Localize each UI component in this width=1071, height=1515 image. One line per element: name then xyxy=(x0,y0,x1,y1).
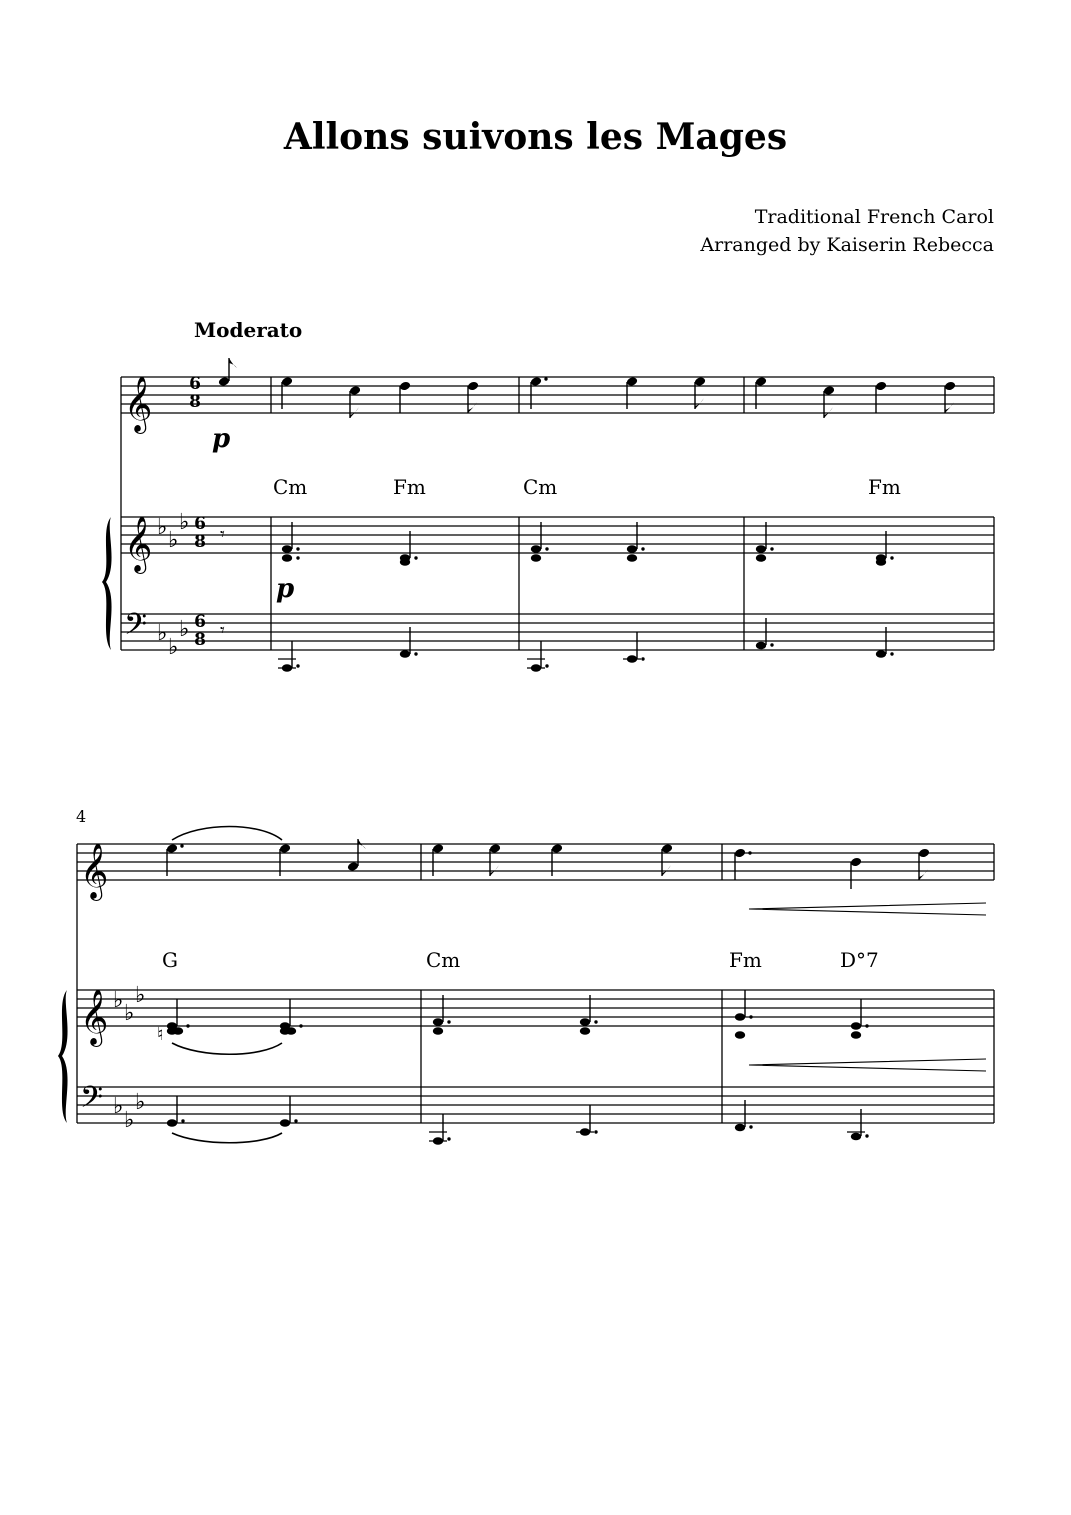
dynamic-piano-melody: p xyxy=(212,424,231,454)
flat-icon: ♭ xyxy=(157,621,168,646)
flat-icon: ♭ xyxy=(124,1108,135,1133)
composer-credit: Traditional French Carol xyxy=(754,206,994,228)
chord-symbol: Cm xyxy=(523,475,558,499)
bass-clef-icon: 𝄢 xyxy=(80,1081,104,1122)
flat-icon: ♭ xyxy=(168,528,179,553)
natural-icon: ♮ xyxy=(157,1024,164,1045)
time-sig-lower: 8 xyxy=(189,392,201,412)
tie xyxy=(172,1133,282,1143)
flat-icon: ♭ xyxy=(179,510,190,535)
decrescendo-hairpin xyxy=(749,1059,986,1071)
decrescendo-hairpin xyxy=(749,903,986,915)
page-title: Allons suivons les Mages xyxy=(283,116,788,158)
flat-icon: ♭ xyxy=(124,1001,135,1026)
tie xyxy=(172,1043,282,1054)
tie xyxy=(172,827,282,841)
flat-icon: ♭ xyxy=(135,983,146,1008)
bass-clef-icon: 𝄢 xyxy=(124,608,148,649)
arranger-credit: Arranged by Kaiserin Rebecca xyxy=(700,234,994,256)
piano-lh-notes-1 xyxy=(278,618,894,672)
system-1 xyxy=(102,358,994,672)
time-sig-lower: 8 xyxy=(194,532,206,552)
flat-icon: ♭ xyxy=(135,1090,146,1115)
chord-symbol: G xyxy=(162,948,178,972)
piano-rh-chords-2 xyxy=(157,990,869,1054)
piano-lh-notes-2 xyxy=(167,1096,869,1145)
dynamic-piano-accompaniment: p xyxy=(276,574,295,604)
chord-symbol: Cm xyxy=(426,948,461,972)
piano-bass-staff-2 xyxy=(77,1087,994,1123)
time-sig-upper: 6 xyxy=(194,514,206,534)
treble-clef-icon: 𝄞 xyxy=(124,516,153,572)
chord-symbol: D°7 xyxy=(840,948,879,972)
treble-clef-icon: 𝄞 xyxy=(80,989,109,1045)
tempo-marking: Moderato xyxy=(194,318,303,342)
system-2 xyxy=(58,807,994,1145)
eighth-rest-icon: 𝄾 xyxy=(220,524,225,545)
time-sig-upper: 6 xyxy=(189,374,201,394)
time-sig-upper: 6 xyxy=(194,612,206,632)
chord-symbol: Fm xyxy=(393,475,426,499)
piano-bass-staff-1 xyxy=(121,614,994,650)
melody-notes-1 xyxy=(218,358,956,418)
piano-treble-staff-2 xyxy=(77,990,994,1026)
eighth-rest-icon: 𝄾 xyxy=(220,620,225,641)
flat-icon: ♭ xyxy=(179,617,190,642)
piano-brace-icon xyxy=(102,517,112,650)
melody-staff-1 xyxy=(121,377,994,413)
chord-symbol: Fm xyxy=(868,475,901,499)
chord-symbol: Fm xyxy=(729,948,762,972)
flat-icon: ♭ xyxy=(113,988,124,1013)
flat-icon: ♭ xyxy=(113,1094,124,1119)
chord-symbol: Cm xyxy=(273,475,308,499)
piano-brace-icon xyxy=(58,990,68,1123)
treble-clef-icon: 𝄞 xyxy=(80,843,109,899)
treble-clef-icon: 𝄞 xyxy=(124,376,153,432)
piano-treble-staff-1 xyxy=(121,517,994,553)
measure-number: 4 xyxy=(76,807,87,826)
flat-icon: ♭ xyxy=(157,515,168,540)
time-sig-lower: 8 xyxy=(194,630,206,650)
flat-icon: ♭ xyxy=(168,635,179,660)
